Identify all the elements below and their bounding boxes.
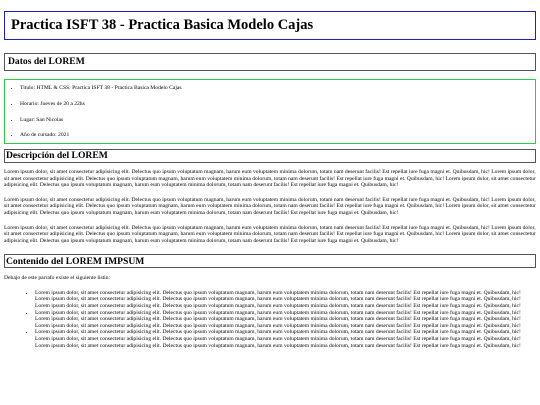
descripcion-paragraph: Lorem ipsum dolor, sit amet consectetur adipisicing elit. Delectus quo ipsum voluptatum magnam, harum eum voluptatem minima dolorum, totam nam deserunt facilis! Est repellat iure fuga magni et. Quibusdam, hic! Lorem ipsum dolor, sit amet consectetur adipisicing elit. Delectus quo ipsum voluptatum magnam, harum eum voluptatem minima dolorum, totam nam deserunt facilis! Est repellat iure fuga magni et. Quibusdam, hic! Lorem ipsum dolor, sit amet consectetur adipisicing elit. Delectus quo ipsum voluptatum magnam, harum eum voluptatem minima dolorum, totam nam deserunt facilis! Est repellat iure fuga magni et. Quibusdam, hic!: [4, 196, 536, 216]
datos-item-anio: • Año de cursado: 2021: [20, 132, 535, 139]
datos-list: [5, 85, 535, 139]
datos-box: [4, 79, 536, 144]
datos-item-titulo: • Titulo: HTML & CSS: Practica ISFT 38 - Practica Basica Modelo Cajas: [20, 85, 535, 92]
contenido-section: [4, 254, 536, 349]
datos-item-horario: • Horario: Jueves de 20 a 22hs: [20, 101, 535, 108]
datos-section: [4, 53, 536, 144]
contenido-heading: Contenido del LOREM IMPSUM: [6, 255, 145, 267]
datos-heading: Datos del LOREM: [8, 56, 85, 68]
contenido-heading-box: [4, 254, 536, 268]
descripcion-section: [4, 149, 536, 244]
descripcion-paragraph: Lorem ipsum dolor, sit amet consectetur adipisicing elit. Delectus quo ipsum voluptatum magnam, harum eum voluptatem minima dolorum, totam nam deserunt facilis! Est repellat iure fuga magni et. Quibusdam, hic! Lorem ipsum dolor, sit amet consectetur adipisicing elit. Delectus quo ipsum voluptatum magnam, harum eum voluptatem minima dolorum, totam nam deserunt facilis! Est repellat iure fuga magni et. Quibusdam, hic! Lorem ipsum dolor, sit amet consectetur adipisicing elit. Delectus quo ipsum voluptatum magnam, harum eum voluptatem minima dolorum, totam nam deserunt facilis! Est repellat iure fuga magni et. Quibusdam, hic!: [4, 224, 536, 244]
descripcion-heading: Descripción del LOREM: [6, 150, 108, 162]
list-item: • Lorem ipsum dolor, sit amet consectetur adipisicing elit. Delectus quo ipsum voluptatum magnam, harum eum voluptatem minima dolorum, totam nam deserunt facilis! Est repellat iure fuga magni et. Quibusdam, hic! Lorem ipsum dolor, sit amet consectetur adipisicing elit. Delectus quo ipsum voluptatum magnam, harum eum voluptatem minima dolorum, totam nam deserunt facilis! Est repellat iure fuga magni et. Quibusdam, hic! Lorem ipsum dolor, sit amet consectetur adipisicing elit. Delectus quo ipsum voluptatum magnam, harum eum voluptatem minima dolorum, totam nam deserunt facilis! Est repellat iure fuga magni et. Quibusdam, hic!: [35, 310, 536, 330]
contenido-list: [4, 290, 536, 349]
datos-item-lugar: • Lugar: San Nicolas: [20, 117, 535, 124]
list-item: • Lorem ipsum dolor, sit amet consectetur adipisicing elit. Delectus quo ipsum voluptatum magnam, harum eum voluptatem minima dolorum, totam nam deserunt facilis! Est repellat iure fuga magni et. Quibusdam, hic! Lorem ipsum dolor, sit amet consectetur adipisicing elit. Delectus quo ipsum voluptatum magnam, harum eum voluptatem minima dolorum, totam nam deserunt facilis! Est repellat iure fuga magni et. Quibusdam, hic! Lorem ipsum dolor, sit amet consectetur adipisicing elit. Delectus quo ipsum voluptatum magnam, harum eum voluptatem minima dolorum, totam nam deserunt facilis! Est repellat iure fuga magni et. Quibusdam, hic!: [35, 290, 536, 310]
datos-heading-box: [4, 53, 536, 71]
contenido-intro: Debajo de este parrafo existe el siguiente listin:: [4, 275, 111, 282]
list-item: • Lorem ipsum dolor, sit amet consectetur adipisicing elit. Delectus quo ipsum voluptatum magnam, harum eum voluptatem minima dolorum, totam nam deserunt facilis! Est repellat iure fuga magni et. Quibusdam, hic! Lorem ipsum dolor, sit amet consectetur adipisicing elit. Delectus quo ipsum voluptatum magnam, harum eum voluptatem minima dolorum, totam nam deserunt facilis! Est repellat iure fuga magni et. Quibusdam, hic! Lorem ipsum dolor, sit amet consectetur adipisicing elit. Delectus quo ipsum voluptatum magnam, harum eum voluptatem minima dolorum, totam nam deserunt facilis! Est repellat iure fuga magni et. Quibusdam, hic!: [35, 329, 536, 349]
page-title: Practica ISFT 38 - Practica Basica Modelo Cajas: [11, 16, 314, 33]
page-header: [4, 11, 536, 40]
descripcion-paragraph: Lorem ipsum dolor, sit amet consectetur adipisicing elit. Delectus quo ipsum voluptatum magnam, harum eum voluptatem minima dolorum, totam nam deserunt facilis! Est repellat iure fuga magni et. Quibusdam, hic! Lorem ipsum dolor, sit amet consectetur adipisicing elit. Delectus quo ipsum voluptatum magnam, harum eum voluptatem minima dolorum, totam nam deserunt facilis! Est repellat iure fuga magni et. Quibusdam, hic! Lorem ipsum dolor, sit amet consectetur adipisicing elit. Delectus quo ipsum voluptatum magnam, harum eum voluptatem minima dolorum, totam nam deserunt facilis! Est repellat iure fuga magni et. Quibusdam, hic!: [4, 168, 536, 189]
descripcion-heading-box: [4, 149, 536, 163]
